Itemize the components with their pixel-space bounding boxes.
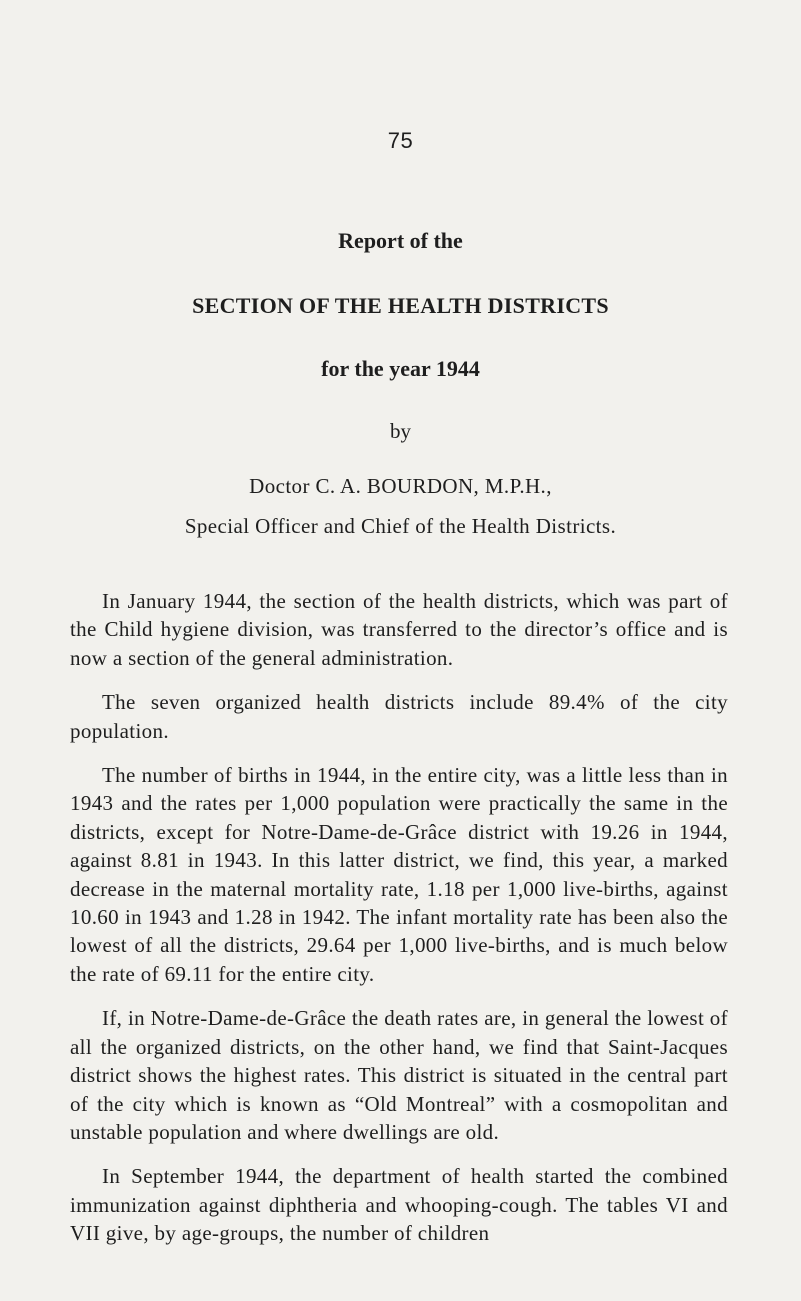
report-title-section: SECTION OF THE HEALTH DISTRICTS bbox=[192, 293, 609, 318]
paragraph-population: The seven organized health districts include 89.4% of the city population. bbox=[70, 690, 728, 743]
report-body bbox=[70, 587, 728, 1264]
paragraph-births: The number of births in 1944, in the entire city, was a little less than in 1943 and the rates per 1,000 population were practically the same in the districts, except for Notre-Dame-de-Grâce district with 19.26 in 1944, against 8.81 in 1943. In this latter district, we find, this year, a marked decrease in the maternal mortality rate, 1.18 per 1,000 live-births, against 10.60 in 1943 and 1.28 in 1942. The infant mortality rate has been also the lowest of all the districts, 29.64 per 1,000 live-births, and is much below the rate of 69.11 for the entire city. bbox=[70, 763, 728, 986]
author-name: Doctor C. A. BOURDON, M.P.H., bbox=[249, 474, 552, 498]
author-title: Special Officer and Chief of the Health Districts. bbox=[184, 514, 617, 538]
paragraph-immunization: In September 1944, the department of health started the combined immunization against diphtheria and whooping-cough. The tables VI and VII give, by age-groups, the number of children bbox=[70, 1164, 728, 1246]
page-number: 75 bbox=[387, 128, 414, 153]
paragraph-transfer: In January 1944, the section of the health districts, which was part of the Child hygiene division, was transferred to the director’s office and is now a section of the general administration. bbox=[70, 589, 728, 670]
report-title-year: for the year 1944 bbox=[321, 356, 480, 381]
paragraph-death-rates: If, in Notre-Dame-de-Grâce the death rates are, in general the lowest of all the organized districts, on the other hand, we find that Saint-Jacques district shows the highest rates. This district is situated in the central part of the city which is known as “Old Montreal” with a cosmopolitan and unstable population and where dwellings are old. bbox=[70, 1006, 728, 1144]
byline-by: by bbox=[390, 419, 411, 443]
report-title-line-1: Report of the bbox=[338, 228, 463, 253]
